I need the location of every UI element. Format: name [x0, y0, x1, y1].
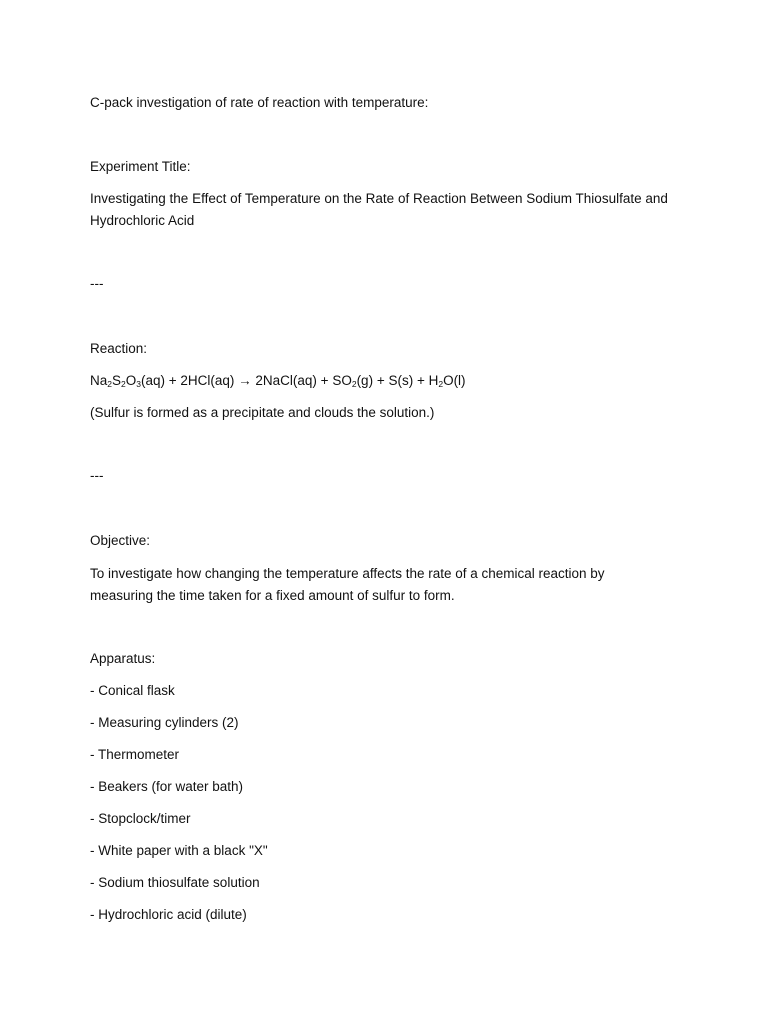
experiment-title-label: Experiment Title:	[90, 159, 191, 174]
list-item: - Stopclock/timer	[90, 811, 191, 826]
separator: ---	[90, 276, 104, 291]
experiment-title-text: Investigating the Effect of Temperature on the Rate of Reaction Between Sodium Thiosulfate and Hydrochloric Acid	[90, 191, 668, 228]
reaction-note: (Sulfur is formed as a precipitate and clouds the solution.)	[90, 405, 435, 420]
separator: ---	[90, 468, 104, 483]
reaction-equation: $Na_2S_2O_3(aq) + 2HCl(aq)$ → 2NaCl(aq) + $SO_2(g) + S(s) + H_2O(l)$	[90, 373, 466, 389]
apparatus-label: Apparatus:	[90, 651, 156, 666]
document-heading: C-pack investigation of rate of reaction with temperature:	[90, 95, 429, 110]
list-item: - Hydrochloric acid (dilute)	[90, 907, 247, 922]
list-item: - Thermometer	[90, 747, 180, 762]
objective-text: To investigate how changing the temperature affects the rate of a chemical reaction by measuring the time taken for a fixed amount of sulfur to form.	[90, 566, 605, 603]
list-item: - White paper with a black "X"	[90, 843, 268, 858]
objective-label: Objective:	[90, 533, 151, 548]
list-item: - Measuring cylinders (2)	[90, 715, 239, 730]
list-item: - Beakers (for water bath)	[90, 779, 244, 794]
reaction-label: Reaction:	[90, 341, 148, 356]
list-item: - Sodium thiosulfate solution	[90, 875, 260, 890]
list-item: - Conical flask	[90, 683, 175, 698]
